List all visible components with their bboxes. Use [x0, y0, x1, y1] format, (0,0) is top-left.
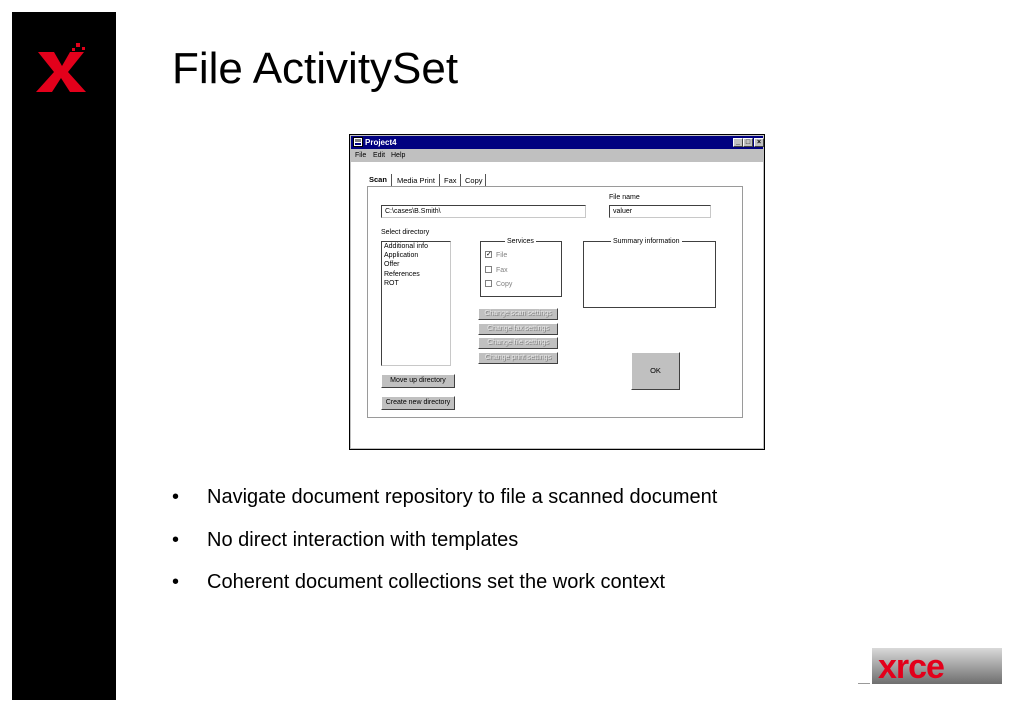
- move-up-directory-button[interactable]: Move up directory: [381, 374, 455, 388]
- select-directory-label: Select directory: [381, 229, 430, 236]
- change-file-settings-button[interactable]: Change file settings: [478, 337, 558, 349]
- bullet-text: Coherent document collections set the work context: [207, 571, 666, 593]
- service-file-checkbox[interactable]: [485, 251, 507, 260]
- summary-group-title: Summary information: [613, 238, 680, 245]
- file-name-input[interactable]: valuer: [609, 205, 711, 218]
- create-new-directory-button[interactable]: Create new directory: [381, 396, 455, 410]
- summary-group: [583, 238, 716, 308]
- list-item[interactable]: ROT: [384, 279, 399, 287]
- tab-media-print[interactable]: Media Print: [397, 176, 435, 185]
- xerox-x-logo-icon: [32, 38, 92, 98]
- maximize-button[interactable]: [743, 138, 753, 147]
- list-item[interactable]: Application: [384, 252, 419, 260]
- bullet-dot-icon: •: [172, 486, 180, 508]
- slide-title: File ActivitySet: [172, 44, 459, 93]
- menu-file[interactable]: File: [355, 152, 367, 159]
- svg-text:xrce: xrce: [878, 648, 944, 686]
- change-fax-settings-button[interactable]: Change fax settings: [478, 323, 558, 335]
- services-group: [480, 238, 562, 297]
- list-item[interactable]: Offer: [384, 261, 400, 269]
- tab-separator: [391, 174, 392, 186]
- close-icon: ×: [756, 139, 762, 146]
- tab-copy[interactable]: Copy: [465, 176, 483, 185]
- tab-separator: [439, 174, 440, 186]
- change-print-settings-button[interactable]: Change print settings: [478, 352, 558, 364]
- list-item[interactable]: Additional info: [384, 243, 428, 250]
- list-item[interactable]: References: [384, 270, 420, 278]
- service-copy-checkbox[interactable]: [485, 280, 512, 289]
- tab-separator: [485, 174, 486, 186]
- checkbox-icon: [485, 280, 492, 287]
- checkbox-icon: [485, 266, 492, 273]
- close-button[interactable]: [754, 138, 764, 147]
- minimize-button[interactable]: [733, 138, 743, 147]
- tab-scan[interactable]: Scan: [369, 175, 387, 184]
- window-title: Project4: [365, 138, 397, 147]
- minimize-icon: _: [736, 139, 740, 146]
- app-icon: [353, 137, 363, 147]
- service-file-label: File: [496, 252, 508, 259]
- window-title-bar[interactable]: [351, 136, 763, 149]
- file-name-label: File name: [609, 194, 640, 201]
- maximize-icon: □: [745, 139, 751, 146]
- tab-separator: [460, 174, 461, 186]
- tab-fax[interactable]: Fax: [444, 176, 457, 185]
- ok-button[interactable]: OK: [631, 352, 680, 390]
- path-input[interactable]: C:\cases\B.Smith\: [381, 205, 586, 218]
- checkmark-icon: ✓: [486, 250, 492, 258]
- service-fax-checkbox[interactable]: [485, 266, 508, 275]
- bullet-text: Navigate document repository to file a scanned document: [207, 486, 718, 508]
- xrce-logo-icon: [858, 645, 1004, 687]
- menu-bar: [351, 150, 763, 162]
- menu-edit[interactable]: Edit: [373, 152, 386, 159]
- directory-list[interactable]: [381, 241, 451, 366]
- side-band: [12, 12, 116, 700]
- bullet-text: No direct interaction with templates: [207, 529, 519, 551]
- service-fax-label: Fax: [496, 267, 508, 274]
- bullet-dot-icon: •: [172, 529, 180, 551]
- menu-help[interactable]: Help: [391, 152, 406, 159]
- bullet-dot-icon: •: [172, 571, 180, 593]
- change-scan-settings-button[interactable]: Change scan settings: [478, 308, 558, 320]
- service-copy-label: Copy: [496, 281, 513, 288]
- services-group-title: Services: [507, 238, 534, 245]
